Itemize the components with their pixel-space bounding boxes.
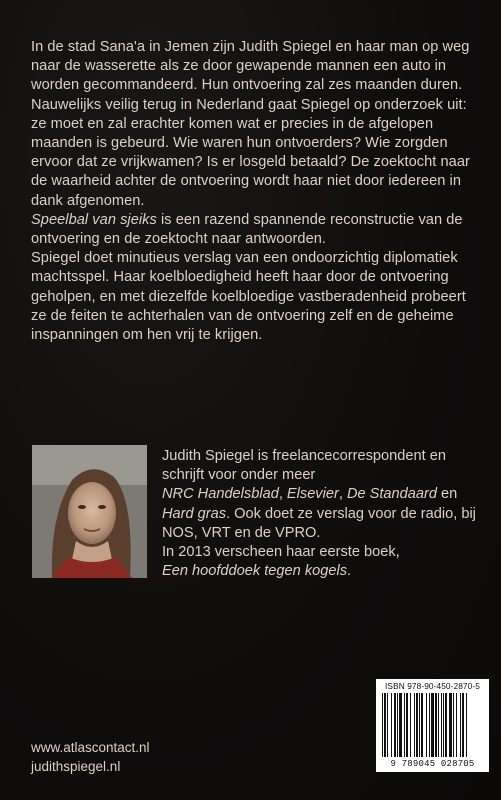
bio-separator: , bbox=[278, 486, 287, 503]
blurb-text bbox=[31, 38, 483, 345]
publisher-url[interactable]: www.atlascontact.nl bbox=[31, 740, 150, 755]
bio-line-1: Judith Spiegel is freelancecorrespondent en schrijft voor onder meer bbox=[162, 448, 446, 484]
bio-separator: , bbox=[338, 486, 347, 503]
barcode-bar bbox=[441, 693, 442, 757]
barcode-bar bbox=[460, 693, 461, 757]
barcode-bar bbox=[445, 693, 447, 757]
barcode-bar bbox=[429, 693, 430, 757]
barcode-bars bbox=[382, 693, 483, 757]
barcode-bar bbox=[435, 693, 437, 757]
bio-end: . bbox=[347, 563, 352, 580]
websites bbox=[31, 738, 150, 776]
bio-line-2-rest: . Ook doet ze verslag voor de radio, bij NOS, VRT en de VPRO. bbox=[162, 505, 476, 541]
barcode-bar bbox=[416, 693, 418, 757]
barcode-bar bbox=[397, 693, 398, 757]
bio-line-4 bbox=[162, 562, 492, 581]
author-url[interactable]: judithspiegel.nl bbox=[31, 759, 121, 774]
barcode-bar bbox=[421, 693, 423, 757]
barcode-bar bbox=[462, 693, 464, 757]
blurb-paragraph-3 bbox=[31, 211, 483, 249]
barcode-bar bbox=[414, 693, 415, 757]
barcode-bar bbox=[410, 693, 411, 757]
barcode-bar bbox=[394, 693, 396, 757]
publication-hard-gras: Hard gras bbox=[162, 505, 227, 522]
bio-line-3: In 2013 verscheen haar eerste boek, bbox=[162, 544, 400, 561]
publication-nrc: NRC Handelsblad bbox=[162, 486, 279, 503]
bio-line-2 bbox=[162, 485, 492, 543]
barcode-bar bbox=[438, 693, 439, 757]
barcode-bar bbox=[443, 693, 444, 757]
barcode-bar bbox=[382, 693, 383, 757]
author-bio bbox=[162, 447, 492, 581]
barcode-bar bbox=[419, 693, 420, 757]
first-book-title: Een hoofddoek tegen kogels bbox=[162, 563, 348, 580]
barcode-bar bbox=[404, 693, 405, 757]
blurb-paragraph-4: Spiegel doet minutieus verslag van een ondoorzichtig diplomatiek machtsspel. Haar koelbloedigheid heeft haar door de ontvoering geholpen, en met diezelfde koelbloedige vastberadenheid probeert ze de feiten te achterhalen van de ontvoering zelf en de geheime inspanningen om hen vrij te krijgen. bbox=[31, 250, 466, 344]
barcode-digits: 9 789045 028705 bbox=[390, 759, 475, 769]
author-photo bbox=[32, 445, 147, 578]
barcode-bar bbox=[466, 693, 467, 757]
barcode-bar bbox=[453, 693, 454, 757]
blurb-paragraph-2: Nauwelijks veilig terug in Nederland gaat Spiegel op onderzoek uit: ze moet en zal erachter komen wat er precies in de afgelopen maanden is gebeurd. Wie waren hun ontvoerders? Wie zorgden ervoor dat ze vrijkwamen? Is er losgeld betaald? De zoektocht naar de waarheid achter de ontvoering wordt haar niet door iedereen in dank afgenomen. bbox=[31, 96, 470, 209]
barcode-bar bbox=[406, 693, 408, 757]
isbn-label: ISBN 978-90-450-2870-5 bbox=[385, 681, 480, 691]
book-title: Speelbal van sjeiks bbox=[31, 211, 157, 228]
barcode-bar bbox=[426, 693, 427, 757]
barcode-bar bbox=[399, 693, 402, 757]
barcode-bar bbox=[387, 693, 388, 757]
publication-elsevier: Elsevier bbox=[286, 486, 339, 503]
blurb-paragraph-3-rest: is een razend spannende reconstructie van de ontvoering en de zoektocht naar antwoorden. bbox=[31, 211, 463, 248]
blurb-paragraph-1: In de stad Sana'a in Jemen zijn Judith Spiegel en haar man op weg naar de wasserette als ze door gewapende mannen een auto in worden gecommandeerd. Hun ontvoering zal zes maanden duren. bbox=[31, 39, 470, 94]
barcode bbox=[376, 679, 489, 772]
bio-en: en bbox=[437, 486, 458, 503]
barcode-bar bbox=[391, 693, 392, 757]
barcode-bar bbox=[384, 693, 386, 757]
barcode-bar bbox=[431, 693, 434, 757]
barcode-bar bbox=[456, 693, 457, 757]
barcode-bar bbox=[449, 693, 452, 757]
publication-standaard: De Standaard bbox=[346, 486, 437, 503]
